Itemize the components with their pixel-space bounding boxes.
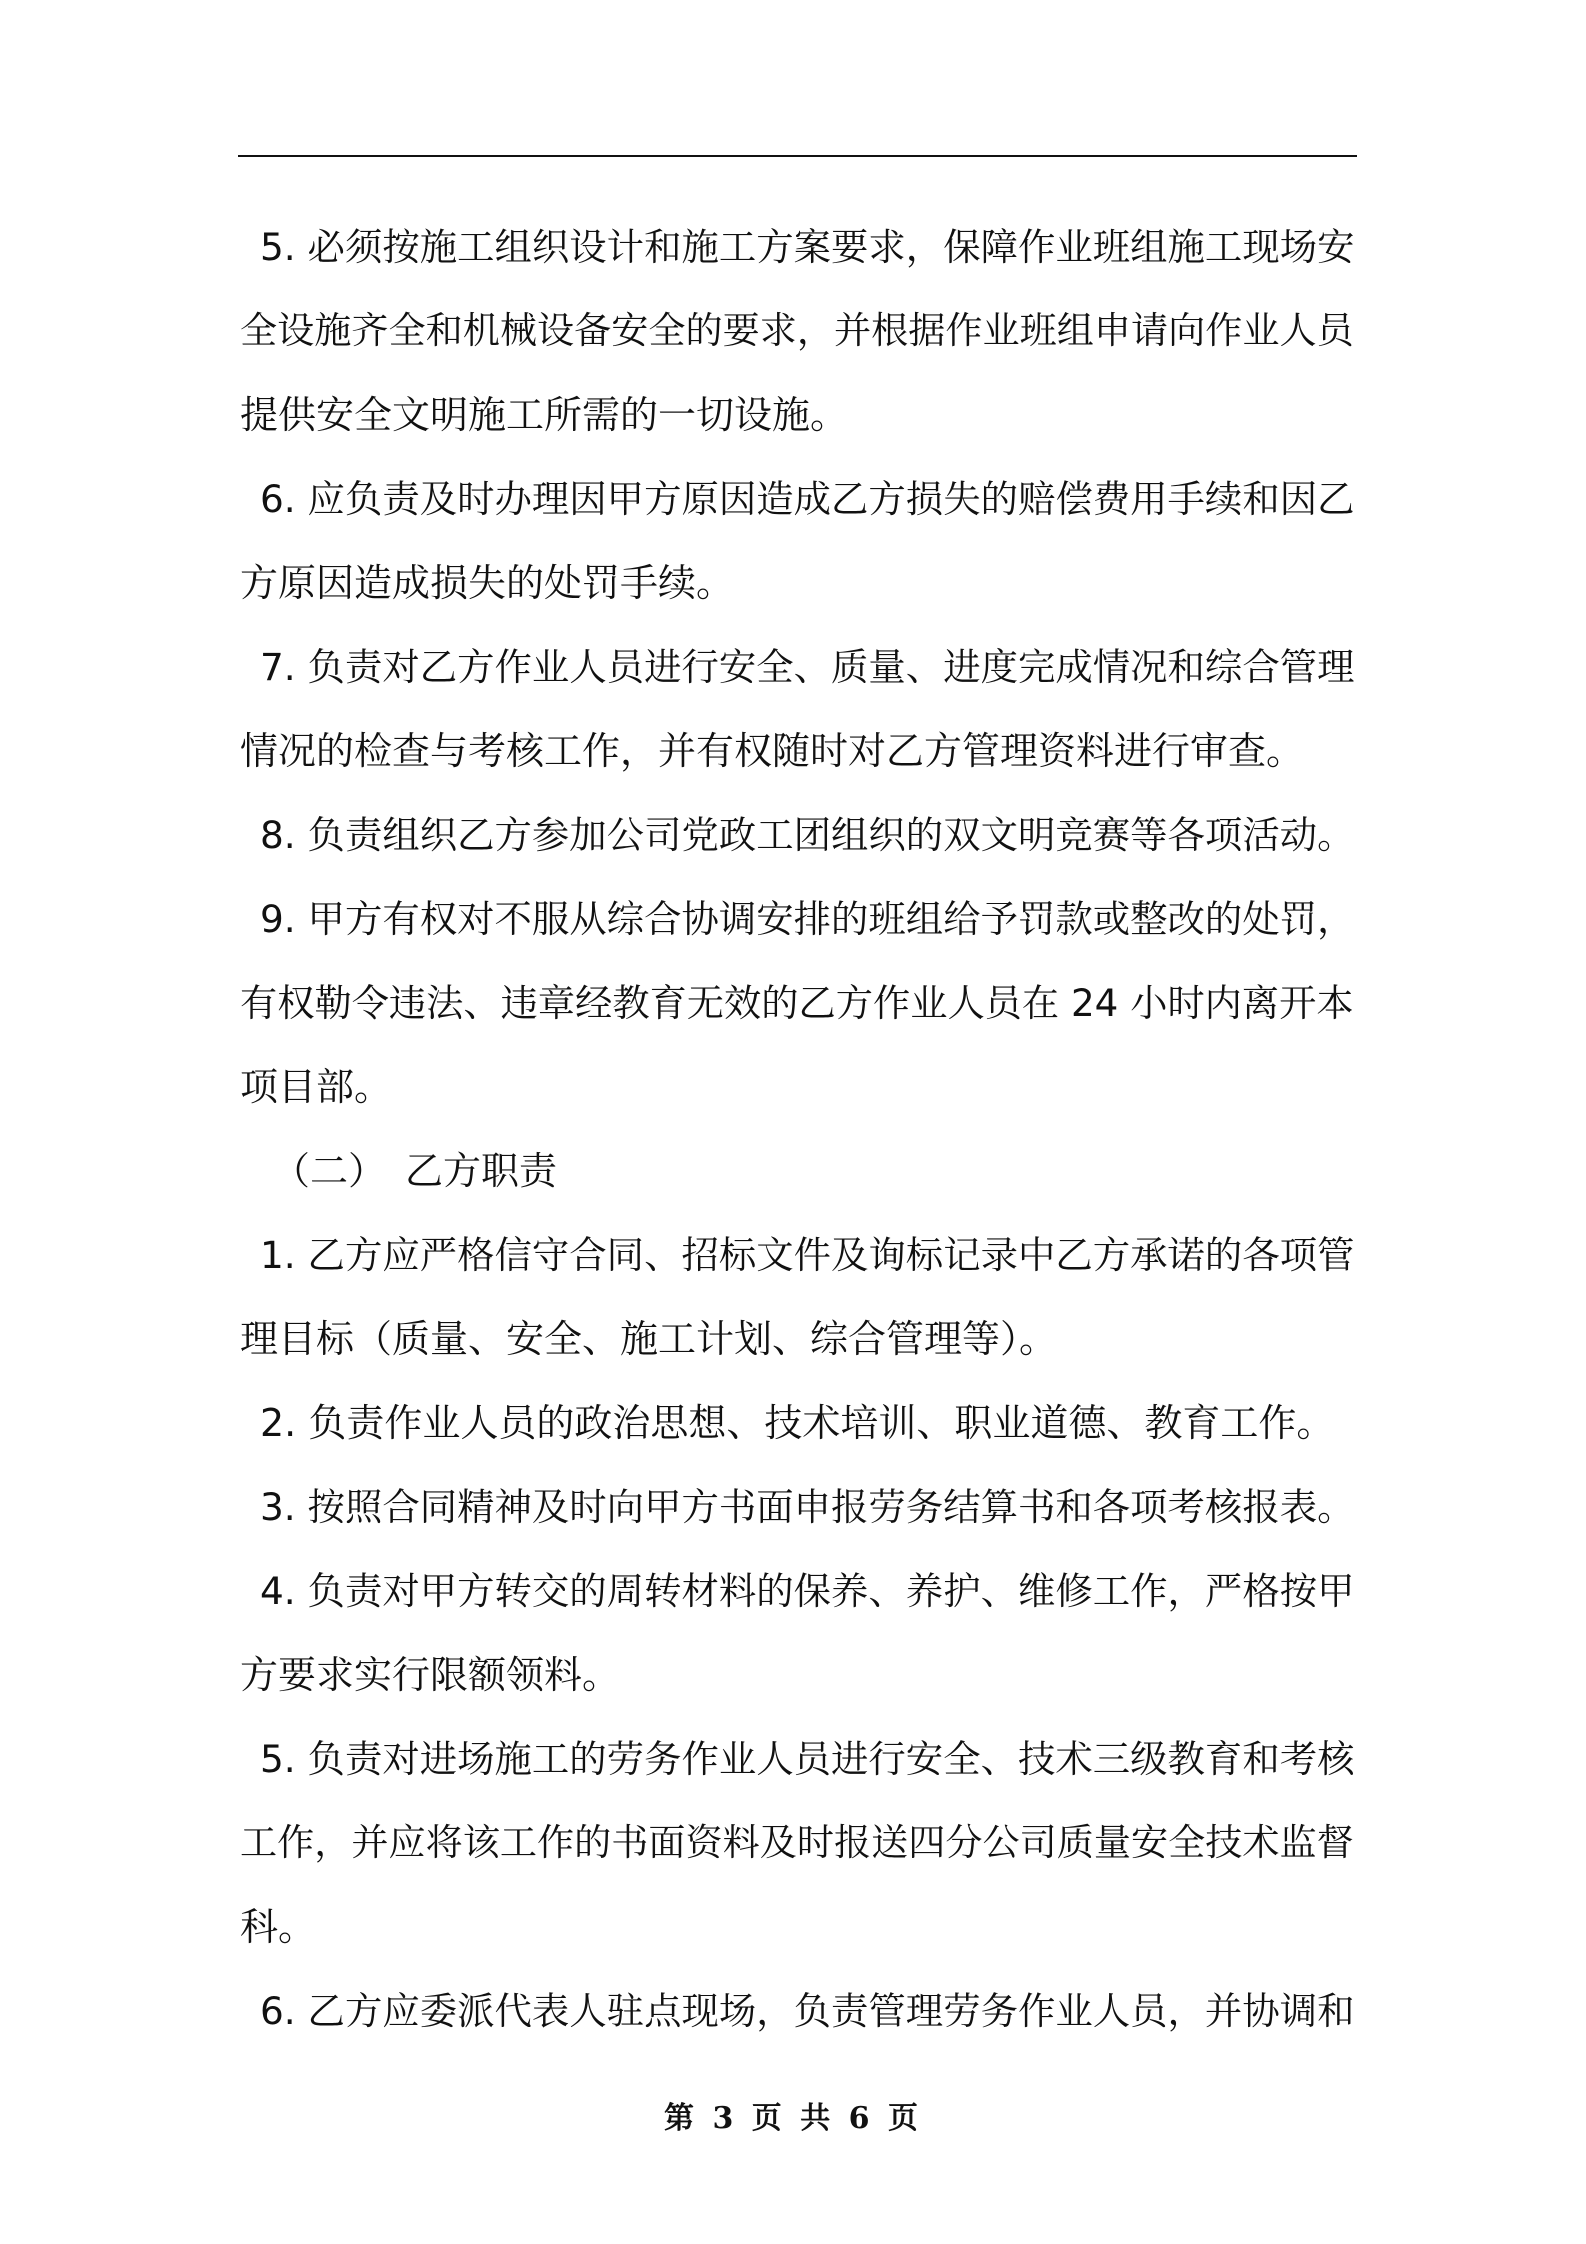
text-line: 方原因造成损失的处罚手续。 (240, 561, 735, 605)
header-rule (238, 155, 1357, 157)
text-line: 6. 乙方应委派代表人驻点现场，负责管理劳务作业人员，并协调和 (260, 1989, 1355, 2033)
section-heading: （二） 乙方职责 (272, 1149, 558, 1193)
text-line: 方要求实行限额领料。 (240, 1653, 621, 1697)
page-number: 第 3 页 共 6 页 (664, 2101, 922, 2136)
text-line: 5. 必须按施工组织设计和施工方案要求，保障作业班组施工现场安 (260, 225, 1355, 269)
text-line: 2. 负责作业人员的政治思想、技术培训、职业道德、教育工作。 (260, 1401, 1335, 1445)
text-line: 提供安全文明施工所需的一切设施。 (240, 393, 849, 437)
text-line: 3. 按照合同精神及时向甲方书面申报劳务结算书和各项考核报表。 (260, 1485, 1355, 1529)
text-line: 工作，并应将该工作的书面资料及时报送四分公司质量安全技术监督 (240, 1821, 1354, 1864)
text-line: 7. 负责对乙方作业人员进行安全、质量、进度完成情况和综合管理 (260, 645, 1355, 689)
text-line: 9. 甲方有权对不服从综合协调安排的班组给予罚款或整改的处罚， (260, 897, 1355, 941)
text-line: 项目部。 (240, 1065, 393, 1109)
text-line: 理目标（质量、安全、施工计划、综合管理等）。 (240, 1317, 1058, 1361)
text-line: 情况的检查与考核工作，并有权随时对乙方管理资料进行审查。 (240, 729, 1305, 773)
text-line: 有权勒令违法、违章经教育无效的乙方作业人员在 24 小时内离开本 (240, 981, 1354, 1025)
text-line: 全设施齐全和机械设备安全的要求，并根据作业班组申请向作业人员 (240, 309, 1354, 352)
text-line: 8. 负责组织乙方参加公司党政工团组织的双文明竞赛等各项活动。 (260, 813, 1355, 857)
text-line: 1. 乙方应严格信守合同、招标文件及询标记录中乙方承诺的各项管 (260, 1233, 1355, 1277)
body-text (240, 205, 1360, 2053)
text-line: 科。 (240, 1905, 317, 1949)
text-line: 5. 负责对进场施工的劳务作业人员进行安全、技术三级教育和考核 (260, 1737, 1355, 1781)
text-line: 4. 负责对甲方转交的周转材料的保养、养护、维修工作，严格按甲 (260, 1569, 1355, 1613)
text-line: 6. 应负责及时办理因甲方原因造成乙方损失的赔偿费用手续和因乙 (260, 477, 1355, 521)
